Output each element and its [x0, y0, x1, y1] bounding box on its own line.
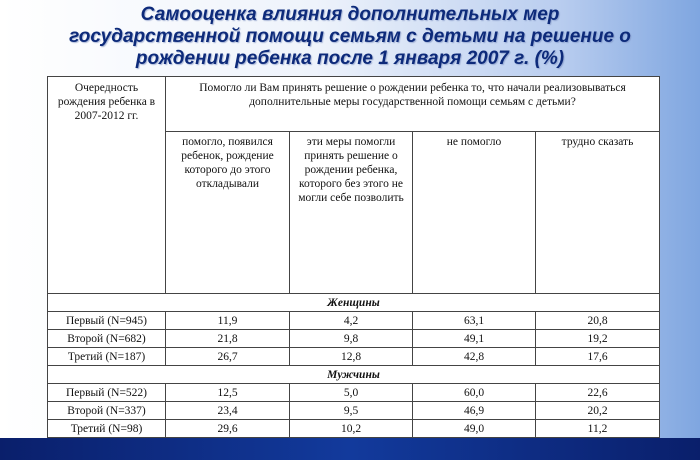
table-cell: 60,0 — [413, 384, 536, 402]
column-header: эти меры помогли принять решение о рождении ребенка, которого без этого не могли себе позволить — [290, 132, 413, 294]
table-row — [48, 384, 660, 402]
column-header: помогло, появился ребенок, рождение которого до этого откладывали — [166, 132, 290, 294]
table-row — [48, 348, 660, 366]
slide-title — [20, 4, 680, 70]
table-cell: 20,8 — [536, 312, 660, 330]
row-label: Второй (N=337) — [48, 402, 166, 420]
row-label: Первый (N=522) — [48, 384, 166, 402]
table-cell: 20,2 — [536, 402, 660, 420]
table-cell: 26,7 — [166, 348, 290, 366]
table-cell: 12,8 — [290, 348, 413, 366]
table-cell: 10,2 — [290, 420, 413, 438]
row-label: Второй (N=682) — [48, 330, 166, 348]
question-header-cell: Помогло ли Вам принять решение о рождении ребенка то, что начали реализовываться дополнительные меры государственной помощи семьям с детьми? — [166, 77, 660, 132]
column-header: трудно сказать — [536, 132, 660, 294]
table-cell: 9,8 — [290, 330, 413, 348]
table-cell: 12,5 — [166, 384, 290, 402]
title-line-2: государственной помощи семьям с детьми на решение о — [69, 26, 631, 47]
table-cell: 4,2 — [290, 312, 413, 330]
table-cell: 49,1 — [413, 330, 536, 348]
table-row — [48, 402, 660, 420]
row-header-cell: Очередность рождения ребенка в 2007-2012 гг. — [48, 77, 166, 294]
table-cell: 19,2 — [536, 330, 660, 348]
table-cell: 9,5 — [290, 402, 413, 420]
survey-table — [47, 76, 660, 438]
title-line-1: Самооценка влияния дополнительных мер — [140, 4, 560, 25]
footer-bar — [0, 438, 700, 460]
column-header: не помогло — [413, 132, 536, 294]
table-row — [48, 330, 660, 348]
table-cell: 17,6 — [536, 348, 660, 366]
table-row — [48, 312, 660, 330]
table-cell: 49,0 — [413, 420, 536, 438]
section-header-women: Женщины — [48, 294, 660, 312]
table-row — [48, 420, 660, 438]
title-line-3: рождении ребенка после 1 января 2007 г. (%) — [135, 48, 565, 69]
table-cell: 22,6 — [536, 384, 660, 402]
table-cell: 5,0 — [290, 384, 413, 402]
table-cell: 46,9 — [413, 402, 536, 420]
row-label: Третий (N=98) — [48, 420, 166, 438]
row-label: Третий (N=187) — [48, 348, 166, 366]
table-cell: 29,6 — [166, 420, 290, 438]
section-header-men: Мужчины — [48, 366, 660, 384]
table-cell: 63,1 — [413, 312, 536, 330]
table-cell: 23,4 — [166, 402, 290, 420]
row-label: Первый (N=945) — [48, 312, 166, 330]
table-cell: 11,2 — [536, 420, 660, 438]
table-cell: 11,9 — [166, 312, 290, 330]
table-cell: 42,8 — [413, 348, 536, 366]
table-cell: 21,8 — [166, 330, 290, 348]
